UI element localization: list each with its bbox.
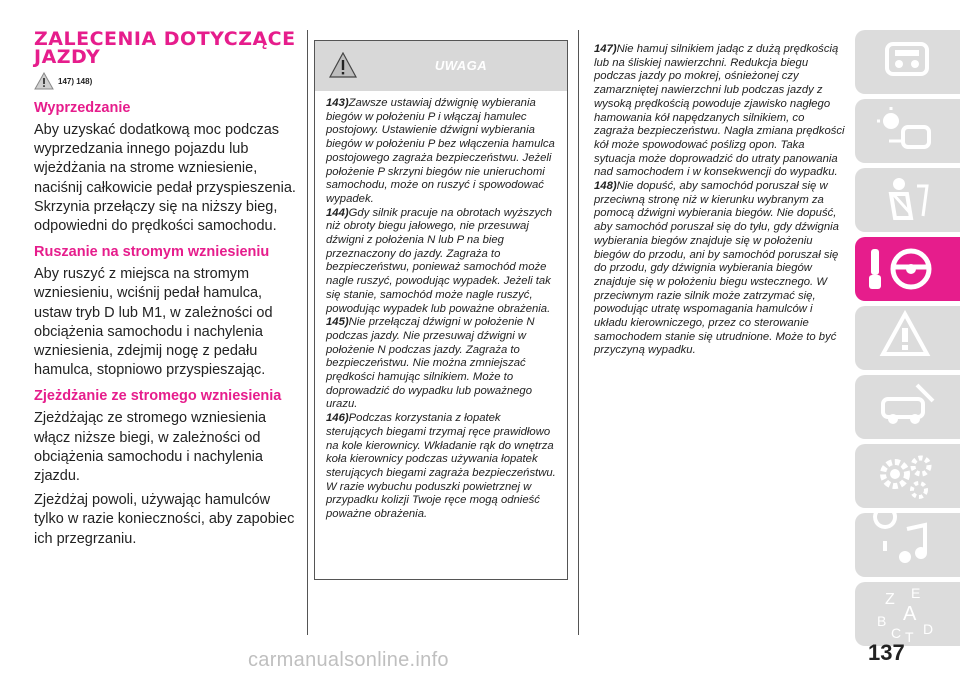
warning-header xyxy=(315,41,567,91)
tab-multimedia[interactable] xyxy=(855,513,960,577)
car-wrench-icon xyxy=(855,375,960,439)
warning-car-icon xyxy=(855,306,960,370)
warning-note xyxy=(326,316,559,412)
right-column xyxy=(594,43,846,358)
warning-body xyxy=(315,91,567,522)
paragraph-uphill-start: Aby ruszyć z miejsca na stromym wzniesieniu, wciśnij pedał hamulca, ustaw tryb D lub M1, w zależności od obciążenia samochodu i nachylenia wzniesienia, zdejmij nogę z pedału hamulca, stopniowo przyspieszając. xyxy=(34,266,273,379)
warning-references xyxy=(34,70,296,92)
tab-dashboard[interactable] xyxy=(855,30,960,94)
tab-index[interactable] xyxy=(855,582,960,646)
index-letter: D xyxy=(923,621,934,637)
note-number: 148) xyxy=(594,180,617,193)
index-letter: A xyxy=(903,603,917,625)
warning-box xyxy=(314,40,568,580)
note-text: Nie hamuj silnikiem jadąc z dużą prędkością lub na śliskiej nawierzchni. Redukcja biegu podczas jazdy po mokrej, ośnieżonej czy zamarzniętej nawierzchni lub podczas jazdy z wysoką prędkością powoduje zjawisko nagłego hamowania kół napędzanych silnikiem, co zagraża bezpieczeństwu. Nagła zmiana prędkości kół może spowodować poślizg opon. Taka sytuacja może doprowadzić do utraty panowania nad samochodem i w konsekwencji do wypadku. xyxy=(594,43,845,179)
tab-emergency[interactable] xyxy=(855,306,960,370)
warning-note xyxy=(594,180,846,358)
alphabet-index-icon xyxy=(855,582,960,646)
note-number: 144) xyxy=(326,206,349,219)
gears-icon xyxy=(855,444,960,508)
tab-technical-data[interactable] xyxy=(855,444,960,508)
note-text: Nie przełączaj dźwigni w położenie N podczas jazdy. Nie przesuwaj dźwigni w położenie N podczas jazdy. Zagraża to bezpieczeństwu. Nie można zmniejszać prędkości hamując silnikiem. Może to doprowadzić do wypadku lub poważnego urazu. xyxy=(326,316,535,411)
note-text: Nie dopuść, aby samochód poruszał się w przeciwną stronę niż w kierunku wybranym za pomocą dźwigni wybierania biegów. Nie dopuść, aby samochód poruszał się do tyłu, gdy dźwignia wybierania biegów znajduje się w położeniu biegów do przodu, ani by samochód poruszał się do przodu, gdy dźwignia wybierania biegów znajduje się w położeniu biegu wstecznego. W przeciwnym razie silnik może zatrzymać się, powodując utratę wspomagania hamulców i układu kierowniczego, przez co sterowanie samochodem stanie się utrudnione. Może to być przyczyną wypadku. xyxy=(594,180,839,357)
warning-refs-label: 147) 148) xyxy=(58,76,93,86)
index-letter: T xyxy=(905,629,914,645)
index-letter: E xyxy=(911,585,921,601)
index-letter: B xyxy=(877,613,887,629)
index-letter: Z xyxy=(885,591,895,608)
note-number: 143) xyxy=(326,97,349,109)
note-number: 145) xyxy=(326,316,349,329)
section-title: ZALECENIA DOTYCZĄCE JAZDY xyxy=(34,28,296,68)
tab-maintenance[interactable] xyxy=(855,375,960,439)
page-number: 137 xyxy=(868,640,905,665)
warning-note xyxy=(326,412,559,522)
warning-note xyxy=(594,43,846,180)
warning-title: UWAGA xyxy=(434,58,488,73)
lights-icon xyxy=(855,99,960,163)
heading-downhill: Zjeżdżanie ze stromego wzniesienia xyxy=(34,388,282,405)
index-letter: C xyxy=(891,625,902,641)
heading-uphill-start: Ruszanie na stromym wzniesieniu xyxy=(34,244,270,261)
note-text: Zawsze ustawiaj dźwignię wybierania biegów w położeniu P i włączaj hamulec postojowy. Ustawienie dźwigni wybierania biegów w położeniu P bez włączenia hamulca postojowego zagraża bezpieczeństwu. Jeżeli położenie P skrzyni biegów nie unieruchomi samochodu, może on ruszyć i spowodować wypadek. xyxy=(326,97,555,205)
key-steering-wheel-icon xyxy=(855,237,960,301)
note-text: Podczas korzystania z łopatek sterujących biegami trzymaj ręce prawidłowo na kole kierownicy. Wkładanie rąk do wnętrza koła kierownicy podczas używania łopatek sterujących biegami zagraża bezpieczeństwu. W razie wybuchu poduszki powietrznej w przypadku kolizji Twoje ręce mogą odnieść poważne obrażenia. xyxy=(326,412,556,521)
note-text: Gdy silnik pracuje na obrotach wyższych niż obroty biegu jałowego, nie przesuwaj dźwigni z położenia N lub P na bieg przeznaczony do jazdy. Zagraża to bezpieczeństwu, ponieważ samochód może nagle ruszyć, powodując wypadek. Jeżeli tak się stanie, samochód może nagle ruszyć, powodując wypadek lub poważne obrażenia. xyxy=(326,206,553,315)
paragraph-downhill-1: Zjeżdżając ze stromego wzniesienia włącz niższe biegi, w zależności od obciążenia samochodu i nachylenia zjazdu. xyxy=(34,410,267,485)
paragraph-downhill-2: Zjeżdżaj powoli, używając hamulców tylko w razie konieczności, aby zapobiec ich przegrzaniu. xyxy=(34,492,295,547)
warning-triangle-icon xyxy=(34,72,54,90)
watermark: carmanualsonline.info xyxy=(248,649,449,671)
paragraph-overtaking: Aby uzyskać dodatkową moc podczas wyprzedzania innego pojazdu lub wjeżdżania na strome wzniesienie, naciśnij całkowicie pedał przyspieszenia. Skrzynia przełączy się na niższy bieg, odpowiedni do prędkości samochodu. xyxy=(34,122,296,235)
left-column xyxy=(34,30,296,554)
chapter-sidebar xyxy=(855,30,960,651)
seatbelt-airbag-icon xyxy=(855,168,960,232)
dashboard-car-icon xyxy=(855,30,960,94)
warning-note xyxy=(326,207,559,317)
tab-lights[interactable] xyxy=(855,99,960,163)
note-number: 147) xyxy=(594,43,617,55)
heading-overtaking: Wyprzedzanie xyxy=(34,100,131,116)
column-divider xyxy=(307,30,308,635)
warning-note xyxy=(326,97,559,207)
tab-safety[interactable] xyxy=(855,168,960,232)
tab-driving[interactable] xyxy=(855,237,960,301)
navigation-music-icon xyxy=(855,513,960,577)
column-divider xyxy=(578,30,579,635)
note-number: 146) xyxy=(326,412,349,425)
